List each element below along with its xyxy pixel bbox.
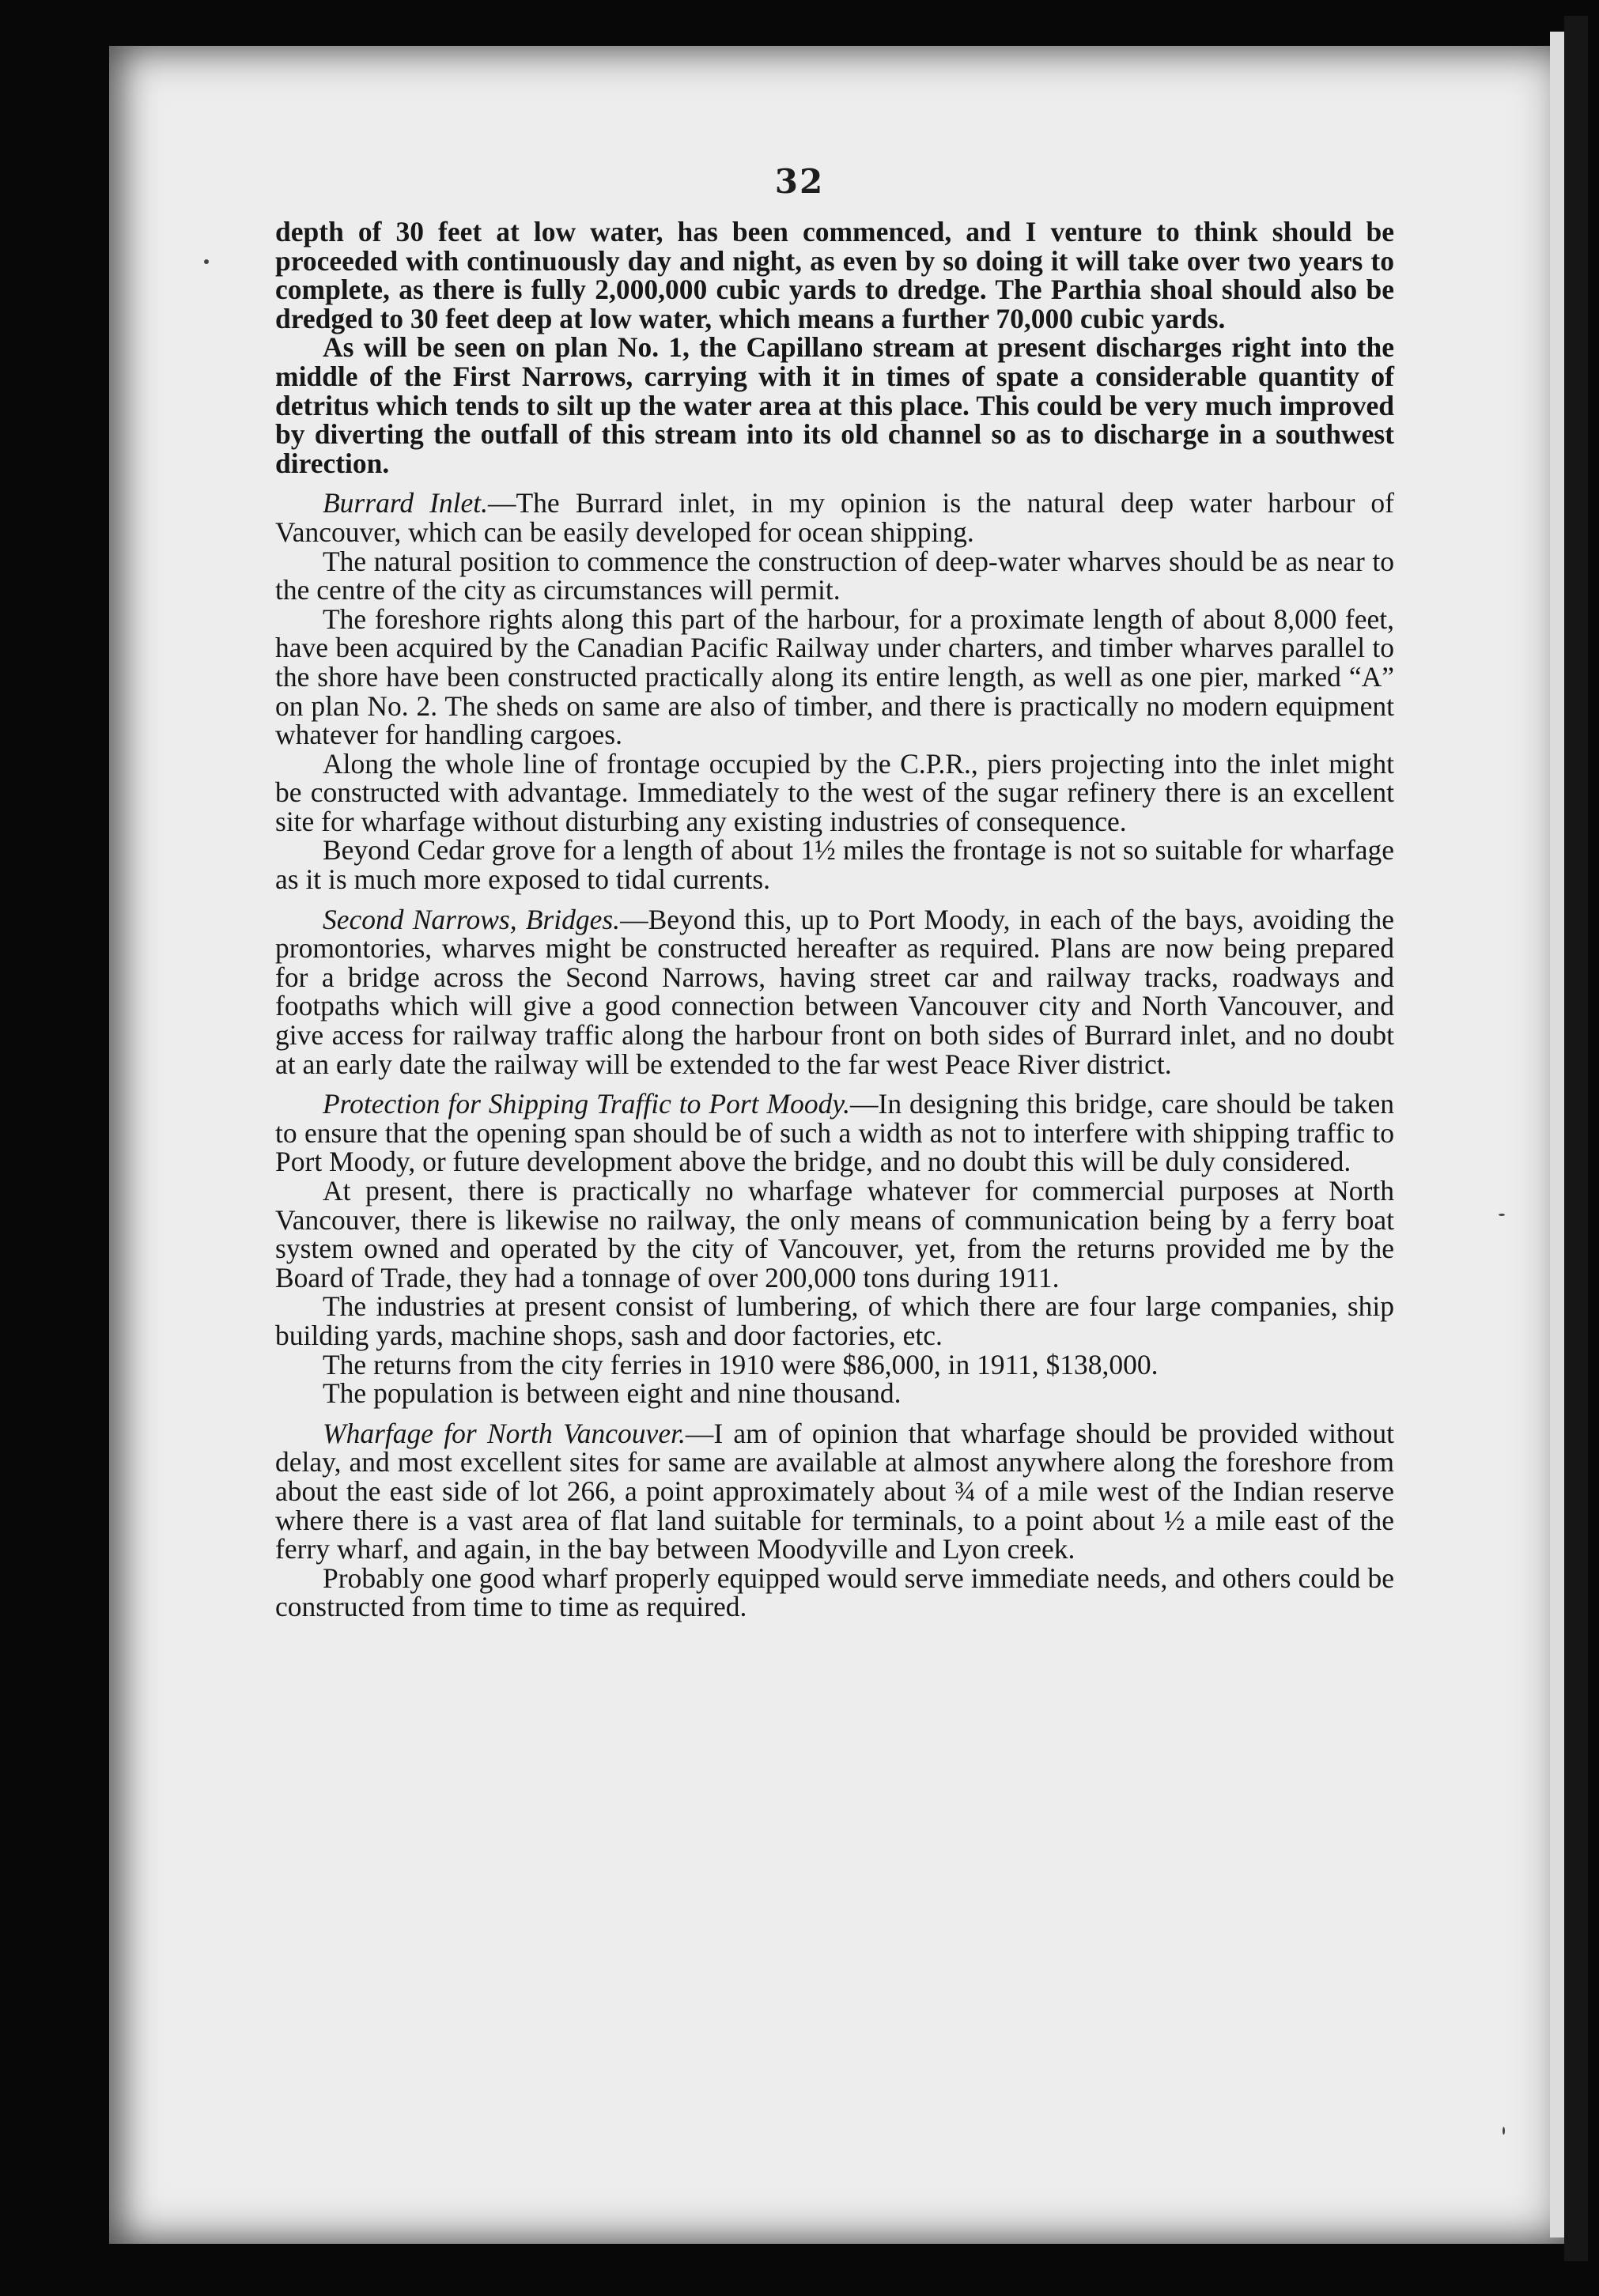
paragraph: As will be seen on plan No. 1, the Capillano stream at present discharges right into the middle of the First Narrows, carrying with it in times of spate a considerable quantity of detritus which tends to silt up the water area at this place. This could be very much improved by diverting the outfall of this stream into its old channel so as to discharge in a southwest direction.	[275, 331, 1394, 479]
paragraph: depth of 30 feet at low water, has been commenced, and I venture to think should be proceeded with continuously day and night, as even by so doing it will take over two years to complete, as there is fully 2,000,000 cubic yards to dredge. The Parthia shoal should also be dredged to 30 feet deep at low water, which means a further 70,000 cubic yards.	[275, 216, 1394, 334]
paragraph: Probably one good wharf properly equipped would serve immediate needs, and others could be constructed from time to time as required.	[275, 1562, 1394, 1623]
scan-speck	[204, 259, 209, 264]
page-edge	[1550, 32, 1564, 2237]
paragraph: Burrard Inlet.—The Burrard inlet, in my opinion is the natural deep water harbour of Vancouver, which can be easily developed for ocean shipping.	[275, 487, 1394, 548]
section-heading: Burrard Inlet.	[323, 487, 488, 519]
paragraph: The natural position to commence the construction of deep-water wharves should be as near to the centre of the city as circumstances will permit.	[275, 545, 1394, 606]
paragraph: Second Narrows, Bridges.—Beyond this, up to Port Moody, in each of the bays, avoiding the promontories, wharves might be constructed hereafter as required. Plans are now being prepared for a bridge across the Second Narrows, having street car and railway tracks, roadways and footpaths which will give a good connection between Vancouver city and North Vancouver, and give access for railway traffic along the harbour front on both sides of Burrard inlet, and no doubt at an early date the railway will be extended to the far west Peace River district.	[275, 903, 1394, 1080]
paragraph: At present, there is practically no wharfage whatever for commercial purposes at North Vancouver, there is likewise no railway, the only means of communication being by a ferry boat system owned and operated by the city of Vancouver, yet, from the returns provided me by the Board of Trade, they had a tonnage of over 200,000 tons during 1911.	[275, 1175, 1394, 1293]
section-heading: Wharfage for North Vancouver.	[323, 1417, 686, 1449]
paragraph: The industries at present consist of lumbering, of which there are four large companies, ship building yards, machine shops, sash and door factories, etc.	[275, 1290, 1394, 1351]
section-heading: Protection for Shipping Traffic to Port Moody.	[323, 1088, 850, 1120]
paragraph: Beyond Cedar grove for a length of about 1½ miles the frontage is not so suitable for wharfage as it is much more exposed to tidal currents.	[275, 834, 1394, 896]
paragraph: The population is between eight and nine thousand.	[323, 1377, 902, 1410]
paragraph: Along the whole line of frontage occupied by the C.P.R., piers projecting into the inlet might be constructed with advantage. Immediately to the west of the sugar refinery there is an excellent site for wharfage without disturbing any existing industries of consequence.	[275, 747, 1394, 837]
paragraph: Protection for Shipping Traffic to Port Moody.—In designing this bridge, care should be taken to ensure that the opening span should be of such a width as not to interfere with shipping traffic to Port Moody, or future development above the bridge, and no doubt this will be duly considered.	[275, 1088, 1394, 1178]
paragraph: Wharfage for North Vancouver.—I am of opinion that wharfage should be provided without delay, and most excellent sites for same are available at almost anywhere along the foreshore from about the east side of lot 266, a point approximately about ¾ of a mile west of the Indian reserve where there is a vast area of flat land suitable for terminals, to a point about ½ a mile east of the ferry wharf, and again, in the bay between Moodyville and Lyon creek.	[275, 1417, 1394, 1565]
scan-border	[1564, 16, 1588, 2261]
paragraph: The foreshore rights along this part of the harbour, for a proximate length of about 8,000 feet, have been acquired by the Canadian Pacific Railway under charters, and timber wharves parallel to the shore have been constructed practically along its entire length, as well as one pier, marked “A” on plan No. 2. The sheds on same are also of timber, and there is practically no modern equipment whatever for handling cargoes.	[275, 602, 1394, 751]
paragraph: The returns from the city ferries in 1910 were $86,000, in 1911, $138,000.	[323, 1348, 1159, 1380]
scan-speck	[1503, 2127, 1505, 2135]
page-number: 32	[774, 162, 825, 201]
body-text	[275, 217, 1394, 1622]
scan-speck	[1499, 1214, 1505, 1216]
section-heading: Second Narrows, Bridges.	[323, 903, 621, 935]
